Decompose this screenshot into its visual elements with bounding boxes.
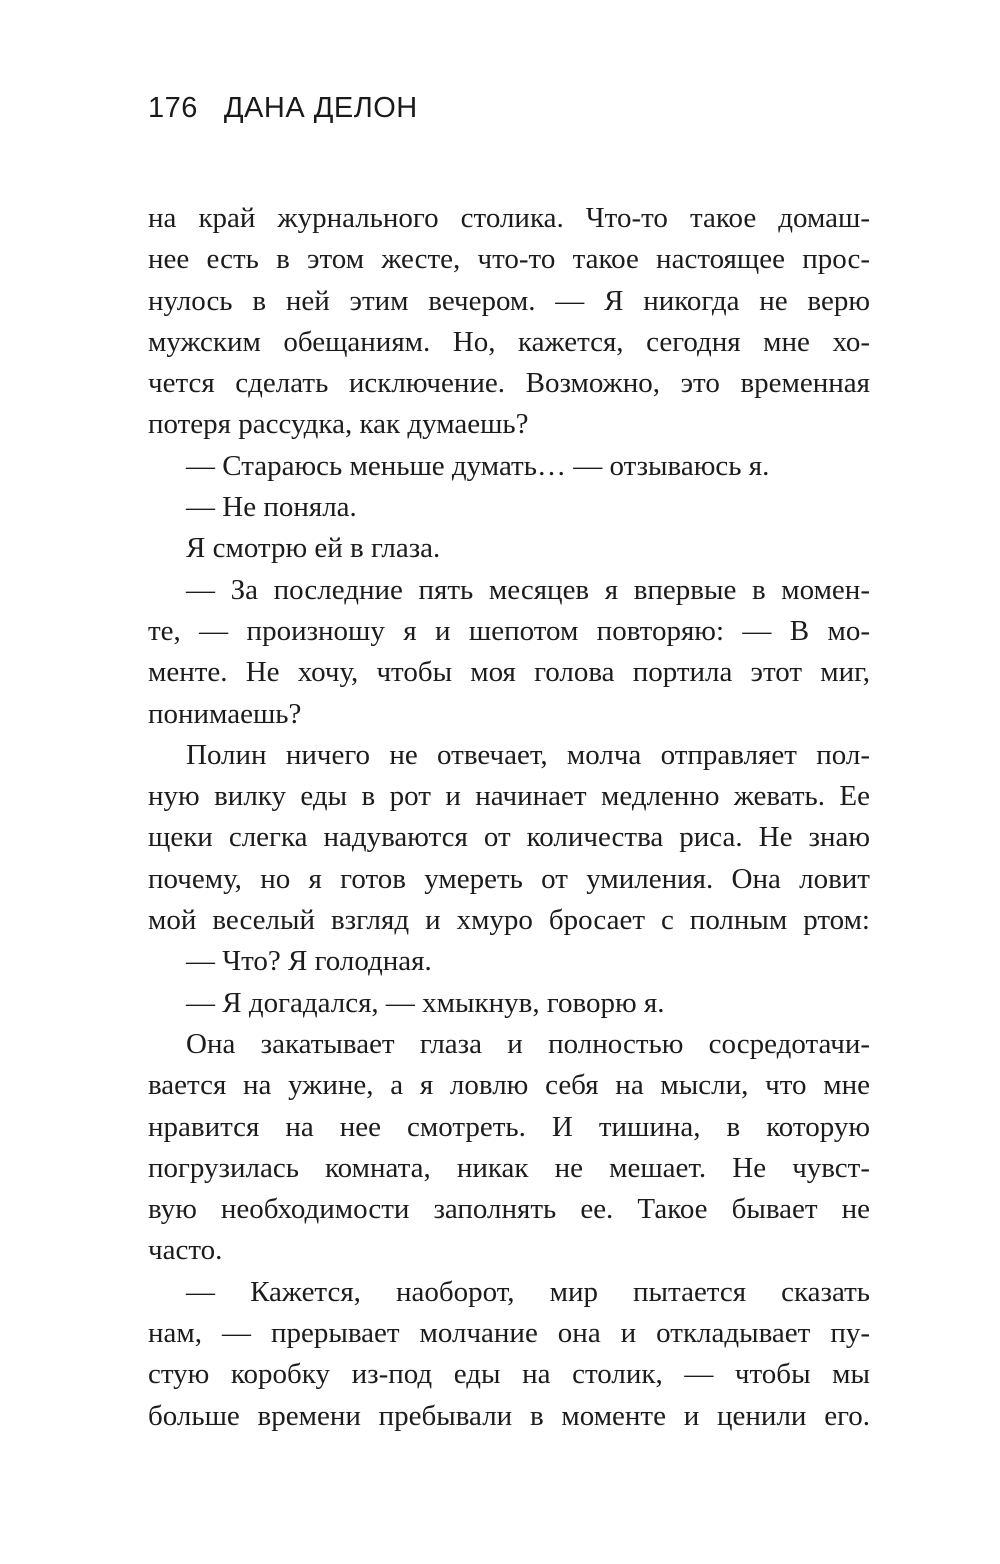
text-line: вается на ужине, а я ловлю себя на мысли, что мне <box>148 1069 870 1102</box>
text-line: Она закатывает глаза и полностью сосредотачи- <box>186 1027 870 1060</box>
text-line: — Что? Я голодная. <box>186 945 432 978</box>
text-line: мужским обещаниям. Но, кажется, сегодня мне хо- <box>148 325 870 358</box>
text-line: на край журнального столика. Что-то такое домаш- <box>148 202 870 234</box>
text-line: стую коробку из-под еды на столик, — чтобы мы <box>148 1358 870 1391</box>
text-line: больше времени пребывали в моменте и ценили его. <box>148 1399 870 1432</box>
text-line: — Я догадался, — хмыкнув, говорю я. <box>186 986 665 1019</box>
text-line: погрузилась комната, никак не мешает. Не чувст- <box>148 1151 870 1184</box>
text-line: — Кажется, наоборот, мир пытается сказать <box>186 1275 870 1308</box>
running-head <box>148 92 418 125</box>
text-line: менте. Не хочу, чтобы моя голова портила этот миг, <box>148 656 870 689</box>
text-line: нравится на нее смотреть. И тишина, в которую <box>148 1110 870 1143</box>
text-line: нулось в ней этим вечером. — Я никогда не верю <box>148 284 870 317</box>
text-line: те, — произношу я и шепотом повторяю: — В мо- <box>148 614 870 647</box>
text-line: чется сделать исключение. Возможно, это временная <box>148 367 870 400</box>
text-line: нее есть в этом жесте, что-то такое настоящее прос- <box>148 243 870 276</box>
text-line: часто. <box>148 1234 223 1267</box>
text-line: потеря рассудка, как думаешь? <box>148 408 529 441</box>
text-line: понимаешь? <box>148 697 302 730</box>
page-number: 176 <box>148 92 198 124</box>
text-line: Полин ничего не отвечает, молча отправляет пол- <box>186 738 870 771</box>
body-text <box>148 198 870 1437</box>
text-line: нам, — прерывает молчание она и откладывает пу- <box>148 1317 870 1350</box>
text-line: — За последние пять месяцев я впервые в момен- <box>186 573 870 606</box>
text-line: Я смотрю ей в глаза. <box>186 532 441 565</box>
text-line: — Стараюсь меньше думать… — отзываюсь я. <box>186 449 770 482</box>
text-line: мой веселый взгляд и хмуро бросает с полным ртом: <box>148 904 870 937</box>
text-line: ную вилку еды в рот и начинает медленно жевать. Ее <box>148 780 870 813</box>
author-name: ДАНА ДЕЛОН <box>223 92 418 124</box>
text-line: щеки слегка надуваются от количества риса. Не знаю <box>148 821 870 854</box>
text-line: почему, но я готов умереть от умиления. Она ловит <box>148 862 870 895</box>
text-line: вую необходимости заполнять ее. Такое бывает не <box>148 1193 870 1226</box>
text-line: — Не поняла. <box>186 491 357 524</box>
